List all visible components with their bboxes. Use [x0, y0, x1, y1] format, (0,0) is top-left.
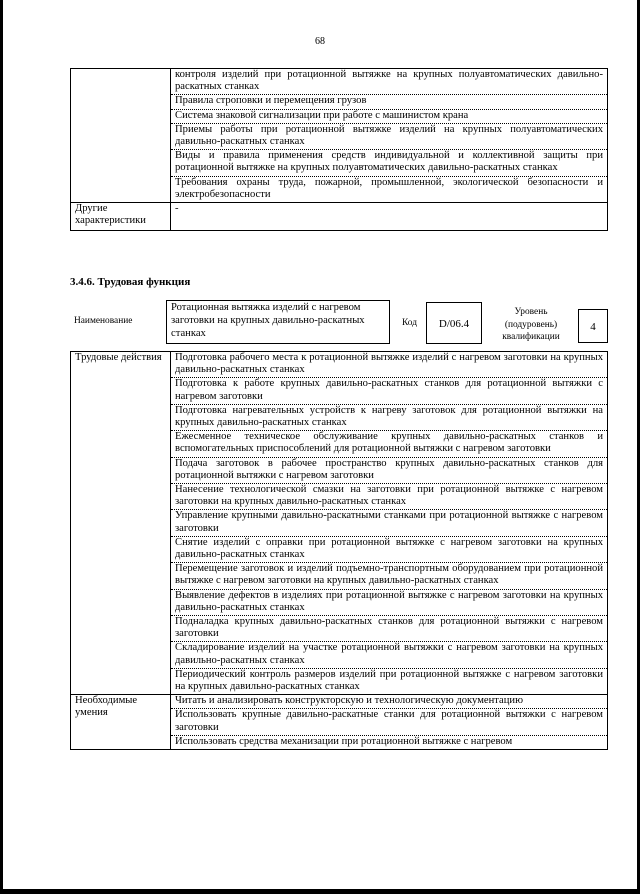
list-item: Подготовка нагревательных устройств к нагреву заготовок для ротационной вытяжки на крупных давильно-раскатных станках	[171, 405, 607, 431]
list-item: Подготовка к работе крупных давильно-раскатных станков для ротационной вытяжки с нагревом заготовки	[171, 378, 607, 404]
code-box	[426, 302, 482, 344]
list-item: Управление крупными давильно-раскатными станками при ротационной вытяжке с нагревом заготовки	[171, 510, 607, 536]
labor-actions-cell	[171, 352, 608, 695]
list-item: Правила строповки и перемещения грузов	[171, 95, 607, 109]
list-item: Перемещение заготовок и изделий подъемно-транспортным оборудованием при ротационной вытяжке с нагревом заготовки на крупных давильно-раскатных станках	[171, 563, 607, 589]
list-item: Приемы работы при ротационной вытяжке изделий на крупных полуавтоматических давильно-раскатных станках	[171, 124, 607, 150]
table-row	[71, 69, 608, 203]
level-label: Уровень (подуровень) квалификации	[502, 307, 560, 342]
code-value: D/06.4	[438, 318, 470, 330]
section-title: 3.4.6. Трудовая функция	[70, 276, 191, 288]
table-row	[71, 203, 608, 231]
knowledge-table	[70, 68, 608, 231]
list-item: Подналадка крупных давильно-раскатных станков для ротационной вытяжки с нагревом заготовки	[171, 616, 607, 642]
level-box	[578, 309, 608, 343]
list-item: Читать и анализировать конструкторскую и технологическую документацию	[171, 695, 607, 709]
list-item: Выявление дефектов в изделиях при ротационной вытяжке с нагревом заготовки на крупных давильно-раскатных станках	[171, 590, 607, 616]
list-item: Складирование изделий на участке ротационной вытяжки с нагревом заготовки на крупных давильно-раскатных станках	[171, 642, 607, 668]
function-name-box	[166, 300, 390, 344]
list-item: Нанесение технологической смазки на заготовки при ротационной вытяжке с нагревом заготовки на крупных давильно-раскатных станках	[171, 484, 607, 510]
list-item: Использовать средства механизации при ротационной вытяжке с нагревом	[175, 735, 513, 747]
list-item: Требования охраны труда, пожарной, промышленной, экологической безопасности и электробезопасности	[175, 176, 603, 200]
list-item: Периодический контроль размеров изделий при ротационной вытяжке с нагревом заготовки на крупных давильно-раскатных станках	[175, 668, 603, 693]
list-item: контроля изделий при ротационной вытяжке на крупных полуавтоматических давильно-раскатных станках	[171, 69, 607, 95]
row-label-empty	[71, 69, 171, 203]
table-row	[71, 695, 608, 750]
required-skills-cell	[171, 695, 608, 750]
knowledge-cell	[171, 69, 608, 203]
name-label: Наименование	[74, 316, 133, 326]
other-characteristics-value: -	[171, 203, 608, 231]
list-item: Использовать крупные давильно-раскатные станки для ротационной вытяжки с нагревом заготовки	[171, 709, 607, 735]
function-name: Ротационная вытяжка изделий с нагревом заготовки на крупных давильно-раскатных станках	[171, 302, 365, 339]
list-item: Система знаковой сигнализации при работе с машинистом крана	[171, 110, 607, 124]
labor-actions-label: Трудовые действия	[71, 352, 171, 695]
list-item: Подача заготовок в рабочее пространство крупных давильно-раскатных станков для ротационной вытяжки с нагревом заготовки	[171, 458, 607, 484]
level-value: 4	[590, 321, 596, 333]
list-item: Снятие изделий с оправки при ротационной вытяжке с нагревом заготовки на крупных давильно-раскатных станках	[171, 537, 607, 563]
required-skills-label: Необходимые умения	[71, 695, 171, 750]
page-number: 68	[315, 36, 325, 47]
code-label: Код	[402, 318, 417, 328]
labor-function-table	[70, 351, 608, 750]
other-characteristics-label: Другие характеристики	[71, 203, 171, 231]
list-item: Подготовка рабочего места к ротационной вытяжке изделий с нагревом заготовки на крупных давильно-раскатных станках	[171, 352, 607, 378]
list-item: Виды и правила применения средств индивидуальной и коллективной защиты при ротационной вытяжке на крупных полуавтоматических давильно-раскатных станках	[171, 150, 607, 176]
list-item: Ежесменное техническое обслуживание крупных давильно-раскатных станков и вспомогательных приспособлений для ротационной вытяжки с нагревом заготовки	[171, 431, 607, 457]
table-row	[71, 352, 608, 695]
